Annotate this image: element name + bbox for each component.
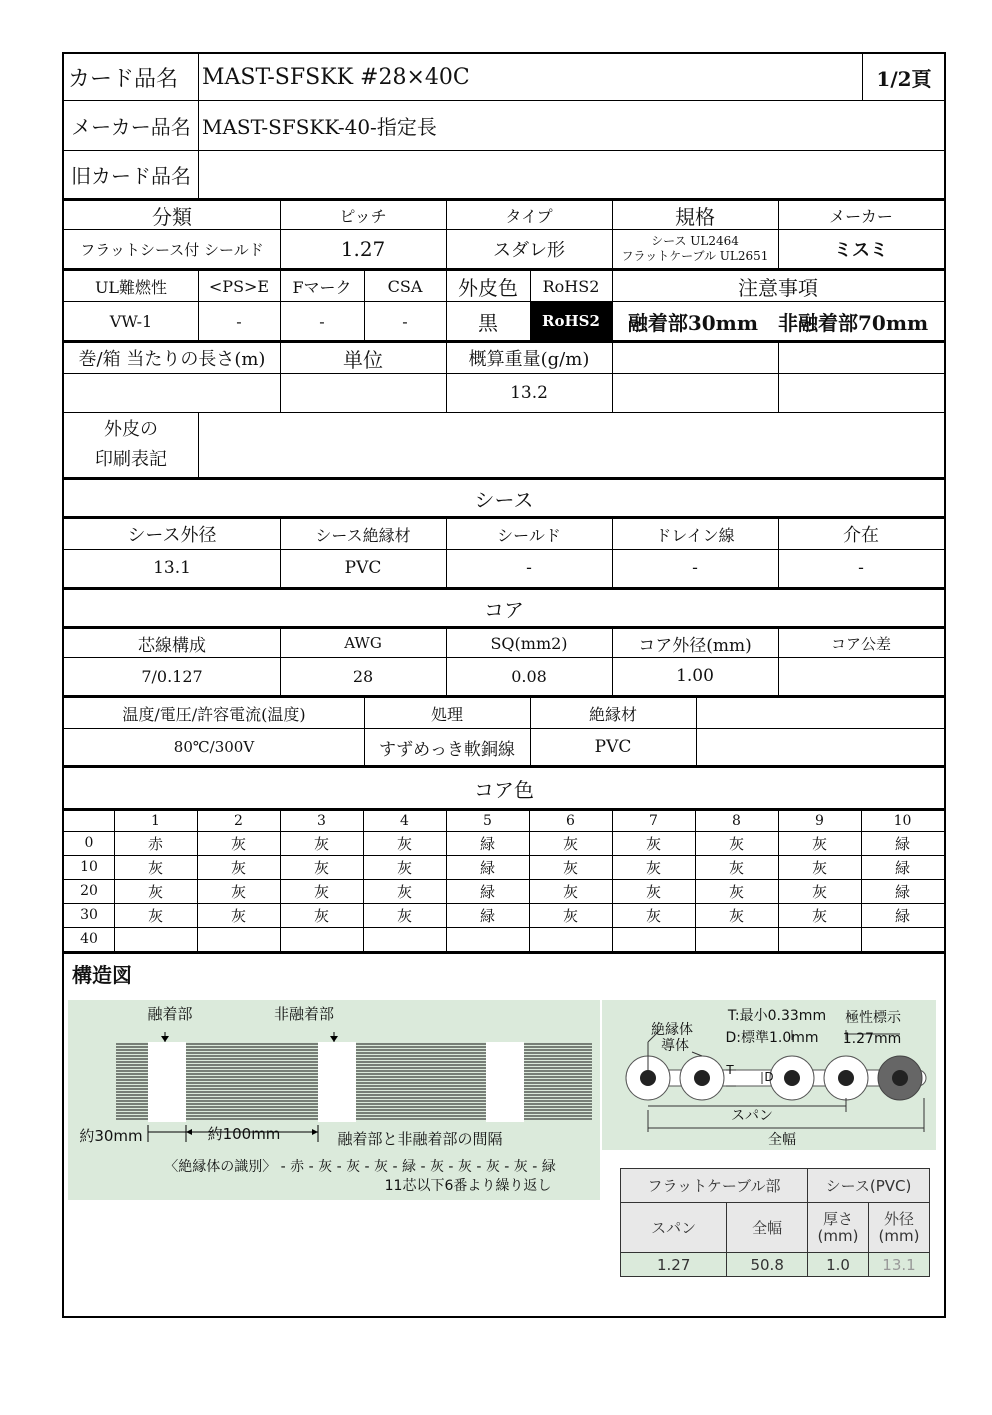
core-color-row-label: 20 xyxy=(80,883,98,899)
sheath-insulation-value: PVC xyxy=(344,558,382,578)
core-color-cell: 緑 xyxy=(894,834,910,853)
len30-label: 約30mm xyxy=(79,1126,143,1145)
od-header-2: (mm) xyxy=(878,1226,920,1245)
core-color-row-label: 40 xyxy=(80,931,98,947)
sheath-title: シース xyxy=(474,487,534,512)
core-color-cell: 灰 xyxy=(147,858,163,877)
interval-label: 融着部と非融着部の間隔 xyxy=(337,1129,503,1148)
t-min-label: T:最小0.33mm xyxy=(727,1008,827,1024)
core-color-col-header: 8 xyxy=(732,813,741,829)
f-mark-header: Fマーク xyxy=(292,277,352,297)
core-color-cell: 緑 xyxy=(894,858,910,877)
standard-value xyxy=(612,229,778,269)
drain-wire-header: ドレイン線 xyxy=(655,525,735,545)
span-label: スパン xyxy=(731,1108,773,1124)
insulator-label: 絶縁体 xyxy=(651,1022,693,1038)
flat-cable-group-header: フラットケーブル部 xyxy=(621,1169,808,1203)
sq-value: 0.08 xyxy=(511,666,547,686)
print-marking-label-1: 外皮の xyxy=(104,419,158,440)
core-color-cell xyxy=(114,927,197,951)
core-color-cell: 灰 xyxy=(396,882,412,901)
core-color-cell: 灰 xyxy=(230,882,246,901)
maker-header: メーカー xyxy=(829,206,893,226)
thickness-value: 1.0 xyxy=(808,1253,869,1277)
core-color-title: コア色 xyxy=(474,777,534,802)
core-color-cell: 緑 xyxy=(479,834,495,853)
span-value: 1.27 xyxy=(621,1253,727,1277)
polarity-label: 極性標示 xyxy=(845,1010,901,1026)
core-color-cell: 灰 xyxy=(811,882,827,901)
category-header: 分類 xyxy=(152,204,192,229)
core-color-cell: 灰 xyxy=(811,858,827,877)
core-color-cell: 灰 xyxy=(313,906,329,925)
card-name-label: カード品名 xyxy=(68,66,179,92)
core-color-cell: 灰 xyxy=(645,858,661,877)
drain-wire-value: - xyxy=(692,558,698,578)
awg-value: 28 xyxy=(352,666,374,686)
fusion-diagram xyxy=(68,1000,600,1200)
sheath-group-header: シース(PVC) xyxy=(808,1169,930,1203)
ul-flame-value: VW-1 xyxy=(109,311,153,331)
core-color-col-header: 2 xyxy=(234,813,243,829)
strand-value: 7/0.127 xyxy=(141,666,203,686)
core-color-col-header: 1 xyxy=(151,813,160,829)
ps-e-value: - xyxy=(236,311,242,331)
category-value: フラットシース付 シールド xyxy=(80,240,264,259)
t-mark: T xyxy=(726,1063,734,1077)
core-color-grid xyxy=(64,811,944,951)
core-color-cell xyxy=(446,927,529,951)
nonfused-label: 非融着部 xyxy=(273,1004,334,1023)
treatment-value: すずめっき軟銅線 xyxy=(379,739,515,760)
core-color-cell: 灰 xyxy=(147,906,163,925)
core-color-cell: 灰 xyxy=(396,834,412,853)
f-mark-value: - xyxy=(319,311,325,331)
awg-header: AWG xyxy=(344,634,382,652)
cross-section-diagram xyxy=(602,1000,936,1150)
core-color-cell: 緑 xyxy=(479,858,495,877)
core-color-col-header: 4 xyxy=(400,813,409,829)
core-color-cell: 灰 xyxy=(147,882,163,901)
od-value: 13.1 xyxy=(868,1253,929,1277)
csa-value: - xyxy=(402,311,408,331)
insulation-header: 絶縁材 xyxy=(588,704,637,724)
print-marking-value xyxy=(198,413,944,477)
sheath-insulation-header: シース絶縁材 xyxy=(315,525,411,545)
sheath-color-value: 黒 xyxy=(478,310,498,335)
length-per-reel-header: 巻/箱 当たりの長さ(m) xyxy=(78,349,266,370)
standard-header: 規格 xyxy=(675,204,715,229)
insulation-value: PVC xyxy=(594,737,632,757)
core-color-cell: 赤 xyxy=(147,834,163,853)
core-color-cell: 灰 xyxy=(645,834,661,853)
ident-line1: 〈絶縁体の識別〉 - 赤 - 灰 - 灰 - 灰 - 緑 - 灰 - 灰 - 灰 - 灰 - 緑 xyxy=(164,1159,556,1175)
old-card-label: 旧カード品名 xyxy=(71,163,191,188)
type-header: タイプ xyxy=(505,206,553,226)
temp-voltage-value: 80℃/300V xyxy=(173,738,255,756)
core-color-cell: 灰 xyxy=(396,906,412,925)
core-color-cell: 緑 xyxy=(894,906,910,925)
spec-sheet xyxy=(62,52,946,1318)
core-color-cell: 灰 xyxy=(811,906,827,925)
maker-part-label: メーカー品名 xyxy=(71,114,191,139)
core-color-row-label: 30 xyxy=(80,907,98,923)
filler-value: - xyxy=(858,558,864,578)
pitch-header: ピッチ xyxy=(339,206,387,226)
core-tolerance-value xyxy=(778,657,944,695)
od-header xyxy=(868,1203,929,1253)
core-color-col-header: 9 xyxy=(815,813,824,829)
print-marking-label-2: 印刷表記 xyxy=(95,449,167,470)
core-od-header: コア外径(mm) xyxy=(638,635,752,656)
core-color-cell: 灰 xyxy=(562,882,578,901)
print-marking-label xyxy=(64,413,198,477)
thickness-header xyxy=(808,1203,869,1253)
standard-line2: フラットケーブル UL2651 xyxy=(621,249,769,263)
core-color-cell: 灰 xyxy=(562,858,578,877)
d-mark: D xyxy=(764,1070,774,1084)
core-color-col-header: 7 xyxy=(649,813,658,829)
core-color-cell: 灰 xyxy=(645,906,661,925)
page-number: 1/2頁 xyxy=(876,66,932,91)
core-color-col-header: 5 xyxy=(483,813,492,829)
notes-header: 注意事項 xyxy=(738,275,818,300)
length-per-reel-value xyxy=(64,373,280,413)
d-std-label: D:標準1.0mm xyxy=(725,1030,819,1046)
fused-label: 融着部 xyxy=(147,1004,193,1023)
core-color-cell: 灰 xyxy=(728,858,744,877)
core-color-cell: 灰 xyxy=(230,906,246,925)
core-color-col-header: 6 xyxy=(566,813,575,829)
core-color-cell: 灰 xyxy=(230,834,246,853)
extra-header xyxy=(696,698,944,728)
core-color-cell: 灰 xyxy=(728,906,744,925)
thickness-header-2: (mm) xyxy=(817,1226,859,1245)
core-tolerance-header: コア公差 xyxy=(830,634,891,653)
core-color-cell xyxy=(612,927,695,951)
unit-header: 単位 xyxy=(343,347,383,372)
shield-value: - xyxy=(526,558,532,578)
core-color-cell xyxy=(778,927,861,951)
od-header-1: 外径 xyxy=(883,1209,914,1228)
core-color-cell: 緑 xyxy=(894,882,910,901)
core-color-col-header: 3 xyxy=(317,813,326,829)
core-od-value: 1.00 xyxy=(676,666,714,686)
old-card-value xyxy=(198,150,944,198)
sheath-color-header: 外皮色 xyxy=(458,275,518,300)
core-color-row-label: 10 xyxy=(80,859,98,875)
core-color-cell xyxy=(861,927,944,951)
ident-line2: 11芯以下6番より繰り返し xyxy=(384,1178,552,1194)
core-color-cell: 緑 xyxy=(479,906,495,925)
width-value: 50.8 xyxy=(727,1253,808,1277)
len100-label: 約100mm xyxy=(207,1124,281,1143)
core-color-cell xyxy=(363,927,446,951)
width-label: 全幅 xyxy=(768,1132,796,1148)
core-color-cell: 灰 xyxy=(728,834,744,853)
sheath-od-value: 13.1 xyxy=(153,558,191,578)
core-color-cell: 灰 xyxy=(230,858,246,877)
width-header: 全幅 xyxy=(727,1203,808,1253)
unit-value xyxy=(280,373,446,413)
maker-value: ミスミ xyxy=(834,240,888,261)
type-value: スダレ形 xyxy=(493,240,565,261)
shield-header: シールド xyxy=(497,525,561,545)
card-name-value: MAST-SFSKK #28×40C xyxy=(202,64,470,90)
sheath-od-header: シース外径 xyxy=(127,525,217,546)
extra-value xyxy=(696,728,944,766)
filler-header: 介在 xyxy=(843,525,879,546)
structure-title: 構造図 xyxy=(72,962,132,987)
core-color-cell xyxy=(197,927,280,951)
pitch-value: 1.27 xyxy=(340,237,386,261)
csa-header: CSA xyxy=(387,276,423,296)
core-color-cell: 灰 xyxy=(313,834,329,853)
core-color-cell xyxy=(280,927,363,951)
span-header: スパン xyxy=(621,1203,727,1253)
maker-part-value: MAST-SFSKK-40-指定長 xyxy=(202,114,437,139)
core-color-row-label: 0 xyxy=(84,835,94,851)
core-color-cell: 灰 xyxy=(811,834,827,853)
temp-voltage-header: 温度/電圧/許容電流(温度) xyxy=(122,704,306,724)
core-color-cell: 灰 xyxy=(562,906,578,925)
notes-value: 融着部30mm 非融着部70mm xyxy=(627,310,929,335)
cable-dimension-table xyxy=(620,1168,932,1280)
core-color-cell: 緑 xyxy=(479,882,495,901)
weight-header: 概算重量(g/m) xyxy=(468,349,590,370)
conductor-label: 導体 xyxy=(661,1038,689,1054)
core-color-col-header: 10 xyxy=(893,813,912,829)
core-color-cell: 灰 xyxy=(313,882,329,901)
core-color-cell xyxy=(695,927,778,951)
ul-flame-header: UL難燃性 xyxy=(94,277,168,297)
core-color-cell: 灰 xyxy=(313,858,329,877)
weight-value: 13.2 xyxy=(510,383,548,403)
sq-header: SQ(mm2) xyxy=(490,633,568,653)
ps-e-header: <PS>E xyxy=(208,276,270,296)
standard-line1: シース UL2464 xyxy=(651,234,739,248)
strand-header: 芯線構成 xyxy=(138,635,206,656)
rohs-header: RoHS2 xyxy=(542,276,600,296)
thickness-header-1: 厚さ xyxy=(822,1209,853,1228)
core-color-cell xyxy=(529,927,612,951)
pitch-dim-label: 1.27mm xyxy=(842,1031,902,1047)
rohs-badge: RoHS2 xyxy=(530,301,612,341)
core-color-cell: 灰 xyxy=(728,882,744,901)
core-title: コア xyxy=(484,597,524,622)
core-color-cell: 灰 xyxy=(562,834,578,853)
core-color-cell: 灰 xyxy=(396,858,412,877)
treatment-header: 処理 xyxy=(430,704,463,724)
core-color-cell: 灰 xyxy=(645,882,661,901)
